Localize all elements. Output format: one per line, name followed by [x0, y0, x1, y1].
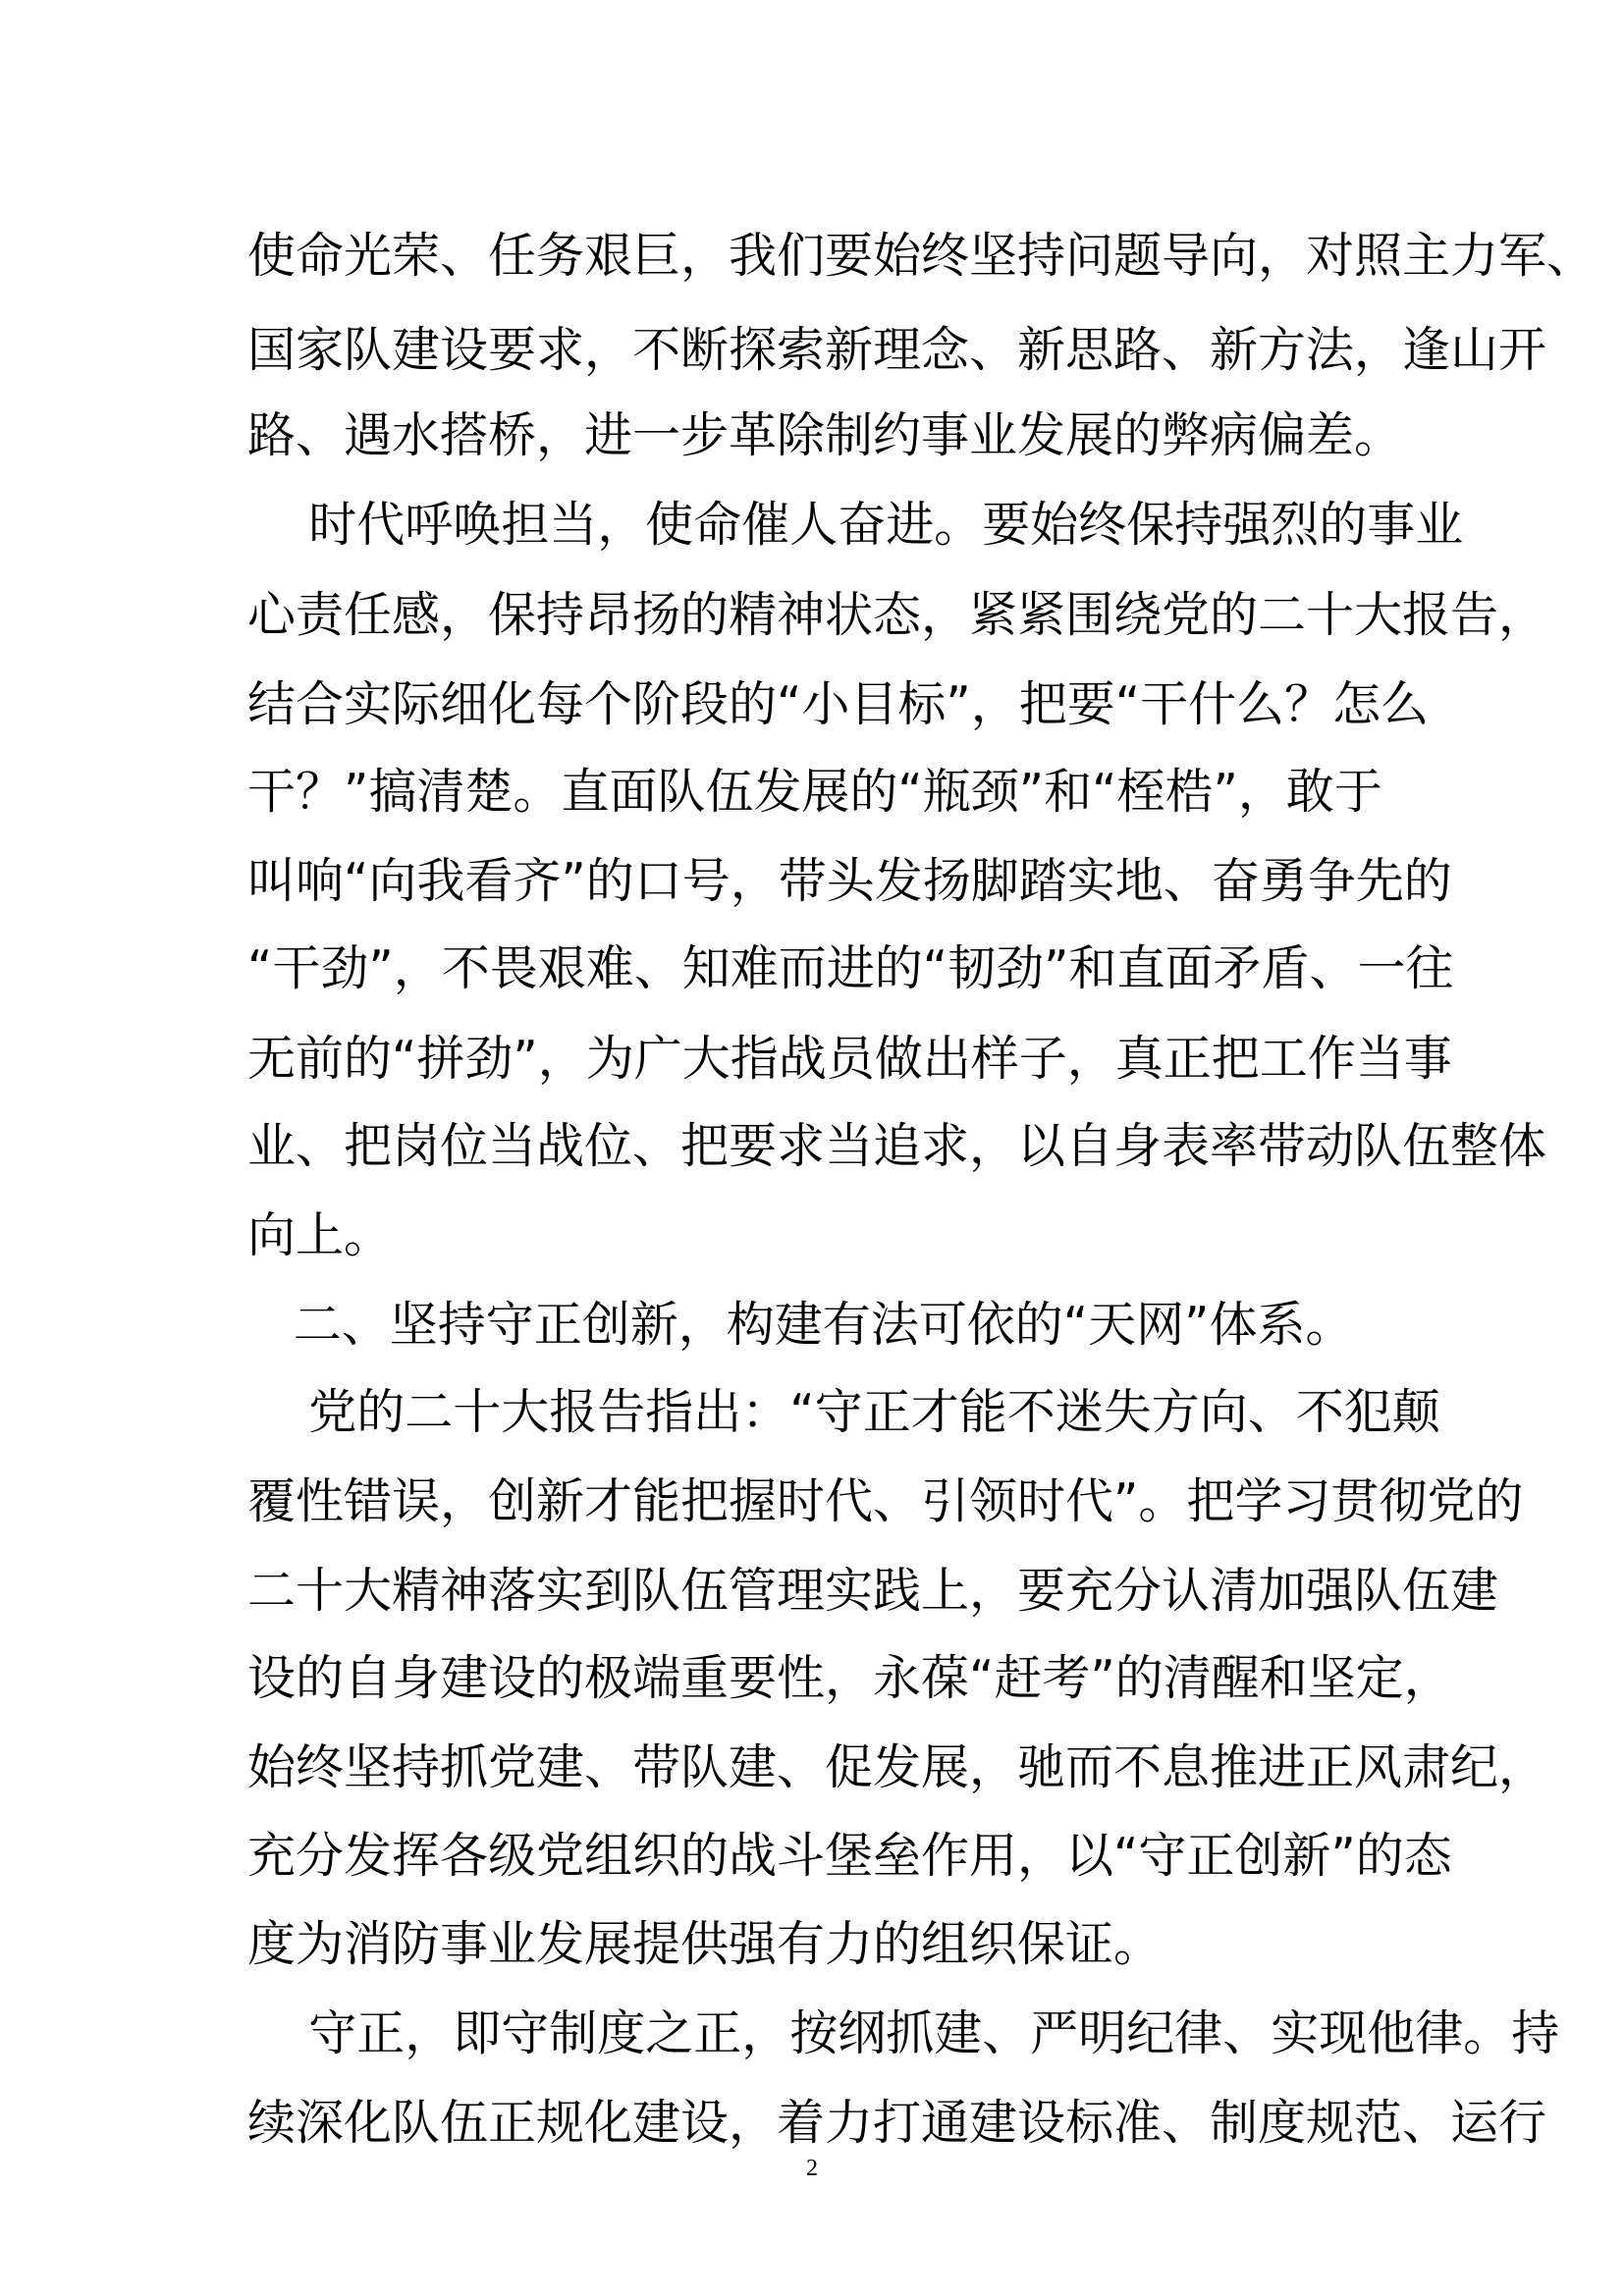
text-line: 设的自身建设的极端重要性，永葆“赶考”的清醒和坚定， [247, 1650, 1452, 1706]
text-line: 守正，即守制度之正，按纲抓建、严明纪律、实现他律。持 [247, 2005, 1560, 2061]
text-line: 充分发挥各级党组织的战斗堡垒作用，以“守正创新”的态 [247, 1828, 1452, 1884]
text-line: 路、遇水搭桥，进一步革除制约事业发展的弊病偏差。 [247, 407, 1403, 463]
text-line: 二十大精神落实到队伍管理实践上，要充分认清加强队伍建 [247, 1563, 1499, 1619]
text-line: 心责任感，保持昂扬的精神状态，紧紧围绕党的二十大报告， [247, 587, 1547, 643]
text-line: 时代呼唤担当，使命催人奋进。要始终保持强烈的事业 [247, 497, 1464, 553]
text-line: 结合实际细化每个阶段的“小目标”，把要“干什么？怎么 [247, 676, 1430, 732]
section-heading: 二、坚持守正创新，构建有法可依的“天网”体系。 [247, 1297, 1354, 1353]
text-line: 度为消防事业发展提供强有力的组织保证。 [247, 1916, 1163, 1972]
text-line: 干？”搞清楚。直面队伍发展的“瓶颈”和“桎梏”，敢于 [247, 764, 1382, 820]
text-line: 向上。 [247, 1207, 393, 1263]
page-number: 2 [806, 2156, 818, 2181]
text-line: 业、把岗位当战位、把要求当追求，以自身表率带动队伍整体 [247, 1118, 1547, 1174]
text-line: 国家队建设要求，不断探索新理念、新思路、新方法，逢山开 [247, 322, 1547, 378]
text-line: 续深化队伍正规化建设，着力打通建设标准、制度规范、运行 [247, 2095, 1547, 2151]
text-line: 使命光荣、任务艰巨，我们要始终坚持问题导向，对照主力军、 [247, 228, 1596, 284]
text-line: 叫响“向我看齐”的口号，带头发扬脚踏实地、奋勇争先的 [247, 853, 1452, 909]
text-line: 覆性错误，创新才能把握时代、引领时代”。把学习贯彻党的 [247, 1473, 1524, 1529]
text-line: 始终坚持抓党建、带队建、促发展，驰而不息推进正风肃纪， [247, 1739, 1547, 1795]
text-line: “干劲”，不畏艰难、知难而进的“韧劲”和直面矛盾、一往 [247, 940, 1454, 996]
text-line: 无前的“拼劲”，为广大指战员做出样子，真正把工作当事 [247, 1031, 1452, 1087]
text-line: 党的二十大报告指出：“守正才能不迷失方向、不犯颠 [247, 1384, 1440, 1440]
